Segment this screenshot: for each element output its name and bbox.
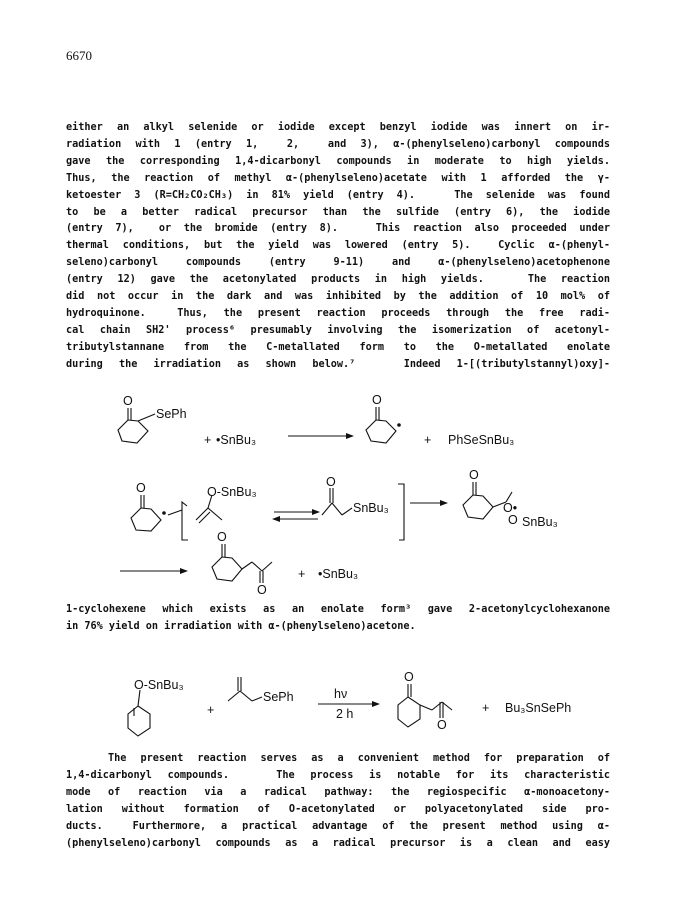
arrow-head: [346, 433, 354, 439]
oxygen-label: O: [123, 394, 133, 408]
cyclohexanone-radical-2: [131, 481, 166, 531]
text-line: (phenylseleno)carbonyl compounds as a radical precursor is a clean and easy: [66, 837, 610, 849]
text-line: during the irradiation as shown below.⁷ Indeed 1-[(tributylstannyl)oxy]-: [66, 358, 610, 370]
text-line: Thus, the reaction of methyl α-(phenylseleno)acetate with 1 afforded the γ-: [66, 172, 610, 184]
cyclohexanone-radical: [366, 393, 401, 443]
paragraph-3: [66, 751, 610, 852]
cyclohexanone-seph: [118, 394, 187, 443]
plus-sign: +: [207, 703, 215, 717]
plus-sign: +: [204, 433, 212, 447]
o-snbu3-label: O-SnBu₃: [134, 678, 184, 692]
text-line: hydroquinone. Thus, the present reaction proceeds through the free radi-: [66, 307, 610, 319]
o-radical-label: O•: [503, 501, 518, 515]
text-line: radiation with 1 (entry 1, 2, and 3), α-(phenylseleno)carbonyl compounds: [66, 138, 610, 150]
hv-label: hν: [334, 687, 348, 701]
bracket-right: [398, 484, 404, 540]
intermediate-adduct: [463, 468, 558, 529]
text-line: 1-cyclohexene which exists as an enolate form³ gave 2-acetonylcyclohexanone: [66, 604, 610, 615]
snbu3-label: SnBu₃: [522, 515, 558, 529]
plus-sign: +: [482, 701, 490, 715]
text-line: did not occur in the dark and was inhibited by the addition of 10 mol% of: [66, 291, 610, 303]
oxygen-label: O: [136, 481, 146, 495]
oxygen-label: O: [257, 583, 267, 597]
text-line: 1,4-dicarbonyl compounds. The process is notable for its characteristic: [66, 769, 610, 781]
radical-dot: [397, 423, 401, 427]
acetonyl-stannane: [322, 475, 389, 515]
text-line: lation without formation of O-acetonylated or polyacetonylated side pro-: [66, 803, 610, 815]
text-line: cal chain SH2' process⁶ presumably involving the isomerization of acetonyl-: [66, 324, 610, 336]
bu3snseph-product: Bu₃SnSePh: [505, 701, 572, 715]
text-line: The present reaction serves as a convenient method for preparation of: [66, 753, 610, 764]
text-line: thermal conditions, but the yield was lowered (entry 5). Cyclic α-(phenyl-: [66, 240, 610, 252]
page-number: 6670: [66, 48, 92, 63]
text-line: tributylstannane from the C-metallated form to the O-metallated enolate: [66, 341, 610, 353]
oxygen-label: O: [372, 393, 382, 407]
tin-enolate: [196, 485, 257, 523]
tributyltin-radical: •SnBu₃: [216, 433, 257, 447]
seph-label: SePh: [263, 690, 294, 704]
oxygen-label: O: [404, 670, 414, 684]
o-label: O: [508, 513, 518, 527]
text-line: seleno)carbonyl compounds (entry 9-11) and α-(phenylseleno)acetophenone: [66, 257, 610, 269]
text-line: (entry 12) gave the acetonylated products in high yields. The reaction: [66, 274, 610, 286]
text-line: (entry 7), or the bromide (entry 8). This reaction also proceeded under: [66, 223, 610, 235]
time-label: 2 h: [336, 707, 354, 721]
phsesnbu3-product: PhSeSnBu₃: [448, 433, 515, 447]
text-line: either an alkyl selenide or iodide except benzyl iodide was innert on ir-: [66, 122, 610, 133]
text-line: to be a better radical precursor than the sulfide (entry 6), the iodide: [66, 206, 610, 218]
oxygen-label: O: [469, 468, 479, 482]
diketone-product: [212, 530, 272, 597]
oxygen-label: O: [217, 530, 227, 544]
tributyltin-radical: •SnBu₃: [318, 567, 359, 581]
text-line: in 76% yield on irradiation with α-(phenylseleno)acetone.: [66, 620, 416, 632]
plus-sign: +: [424, 433, 432, 447]
text-line: gave the corresponding 1,4-dicarbonyl compounds in moderate to high yields.: [66, 155, 610, 167]
o-snbu3-label: O-SnBu₃: [207, 485, 257, 499]
text-line: ketoester 3 (R=CH₂CO₂CH₃) in 81% yield (entry 4). The selenide was found: [66, 189, 610, 201]
paragraph-2: [66, 602, 610, 636]
oxygen-label: O: [326, 475, 336, 489]
text-line: ducts. Furthermore, a practical advantage of the present method using α-: [66, 820, 610, 832]
oxygen-label: O: [437, 718, 447, 732]
bracket-left: [182, 502, 188, 540]
snbu3-label: SnBu₃: [353, 501, 389, 515]
radical-dot: [162, 511, 166, 515]
text-line: mode of reaction via a radical pathway: the regiospecific α-monoacetony-: [66, 786, 610, 798]
seph-label: SePh: [156, 407, 187, 421]
plus-sign: +: [298, 567, 306, 581]
